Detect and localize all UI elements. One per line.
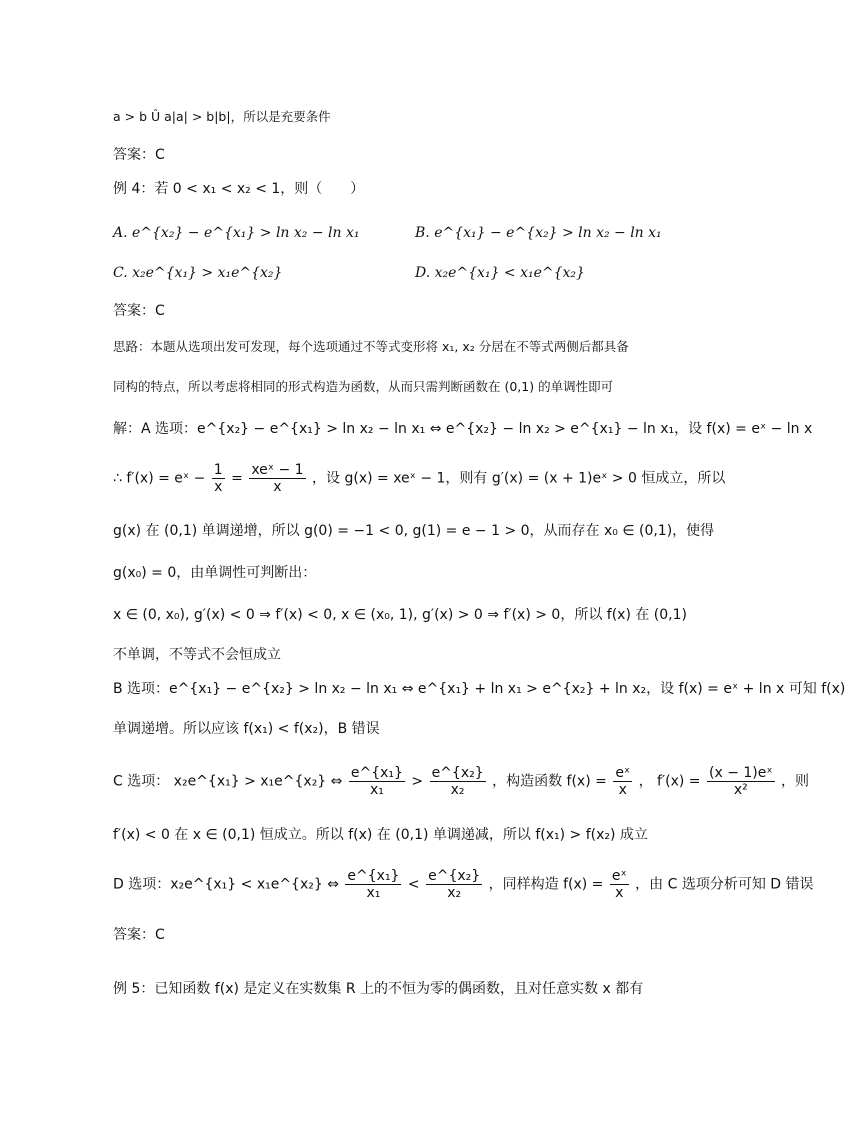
fraction-numerator: eˣ	[615, 765, 631, 781]
fraction-c-4	[707, 765, 775, 798]
text-line-gx-monotonic: g(x) 在 (0,1) 单调递增，所以 g(0) = −1 < 0, g(1) = e − 1 > 0，从而存在 x₀ ∈ (0,1)，使得	[113, 523, 715, 539]
fraction-numerator: 1	[213, 462, 223, 478]
fraction-numerator: e^{x₁}	[350, 765, 403, 781]
example-5-question: 例 5：已知函数 f(x) 是定义在实数集 R 上的不恒为零的偶函数，且对任意实数 x 都有	[113, 981, 644, 997]
solution-c-line	[113, 765, 809, 798]
answer-label-1: 答案：C	[113, 147, 165, 163]
idea-line-2: 同构的特点，所以考虑将相同的形式构造为函数，从而只需判断函数在 (0,1) 的单调性即可	[113, 379, 614, 394]
example-4-question: 例 4：若 0 < x₁ < x₂ < 1，则（ ）	[113, 181, 365, 197]
fraction-c-2	[430, 765, 486, 798]
text-line-gx0: g(x₀) = 0，由单调性可判断出：	[113, 565, 317, 581]
solution-a-line: 解：A 选项：e^{x₂} − e^{x₁} > ln x₂ − ln x₁ ⇔ e^{x₂} − ln x₂ > e^{x₁} − ln x₁，设 f(x) = eˣ − ln x	[113, 421, 813, 437]
fraction-d-2	[426, 868, 482, 901]
option-b: B. e^{x₁} − e^{x₂} > ln x₂ − ln x₁	[415, 225, 662, 241]
fraction-d-3	[610, 868, 629, 901]
option-c: C. x₂e^{x₁} > x₁e^{x₂}	[113, 265, 283, 281]
text-line-not-monotonic: 不单调，不等式不会恒成立	[113, 647, 281, 663]
d-start: D 选项：x₂e^{x₁} < x₁e^{x₂} ⇔	[113, 876, 339, 893]
idea-line-1: 思路：本题从选项出发可发现，每个选项通过不等式变形将 x₁, x₂ 分居在不等式两侧后都具备	[113, 339, 629, 354]
text-line-c-conclusion: f′(x) < 0 在 x ∈ (0,1) 恒成立。所以 f(x) 在 (0,1) 单调递减，所以 f(x₁) > f(x₂) 成立	[113, 827, 648, 843]
fraction-1-over-x	[212, 462, 225, 495]
option-d: D. x₂e^{x₁} < x₁e^{x₂}	[415, 265, 585, 281]
answer-label-2: 答案：C	[113, 303, 165, 319]
fraction-denominator: x	[214, 479, 223, 495]
solution-b-line: B 选项：e^{x₁} − e^{x₂} > ln x₂ − ln x₁ ⇔ e^{x₁} + ln x₁ > e^{x₂} + ln x₂，设 f(x) = eˣ + ln x 可知 f(x)	[113, 681, 845, 697]
solution-d-line	[113, 868, 814, 901]
text-line-b-wrong: 单调递增。所以应该 f(x₁) < f(x₂)，B 错误	[113, 721, 380, 737]
fraction-denominator: x₁	[366, 885, 381, 901]
option-a: A. e^{x₂} − e^{x₁} > ln x₂ − ln x₁	[113, 225, 360, 241]
fraction-denominator: x	[273, 479, 282, 495]
answer-label-3: 答案：C	[113, 927, 165, 943]
c-construct: ，构造函数 f(x) =	[492, 773, 607, 790]
fraction-c-1	[349, 765, 405, 798]
c-derivative: ， f′(x) =	[638, 773, 701, 790]
c-end: ，则	[781, 773, 810, 790]
less-sign: <	[407, 876, 420, 893]
d-end: ，由 C 选项分析可知 D 错误	[635, 876, 814, 893]
fraction-denominator: x₂	[450, 782, 465, 798]
fraction-numerator: eˣ	[611, 868, 627, 884]
fraction-denominator: x₂	[447, 885, 462, 901]
fraction-denominator: x	[615, 885, 624, 901]
fraction-numerator: (x − 1)eˣ	[709, 765, 773, 781]
text-line-intervals: x ∈ (0, x₀), g′(x) < 0 ⇒ f′(x) < 0, x ∈ (x₀, 1), g′(x) > 0 ⇒ f′(x) > 0，所以 f(x) 在 (0,1)	[113, 607, 687, 623]
fraction-c-3	[613, 765, 632, 798]
derivative-end: ，设 g(x) = xeˣ − 1，则有 g′(x) = (x + 1)eˣ > 0 恒成立，所以	[312, 470, 726, 487]
fraction-numerator: e^{x₁}	[347, 868, 400, 884]
fraction-denominator: x²	[733, 782, 748, 798]
text-line-1: a > b Û a|a| > b|b|，所以是充要条件	[113, 109, 331, 124]
fraction-numerator: e^{x₂}	[431, 765, 484, 781]
derivative-start: ∴ f′(x) = eˣ −	[113, 470, 206, 487]
fraction-xex-1-over-x	[249, 462, 305, 495]
fraction-denominator: x	[618, 782, 627, 798]
c-start: C 选项： x₂e^{x₁} > x₁e^{x₂} ⇔	[113, 773, 343, 790]
fraction-numerator: e^{x₂}	[428, 868, 481, 884]
d-construct: ，同样构造 f(x) =	[488, 876, 604, 893]
equals-sign: =	[231, 470, 243, 487]
fraction-d-1	[345, 868, 401, 901]
fraction-denominator: x₁	[369, 782, 384, 798]
greater-sign: >	[411, 773, 424, 790]
fraction-numerator: xeˣ − 1	[251, 462, 304, 478]
derivative-line	[113, 462, 725, 495]
